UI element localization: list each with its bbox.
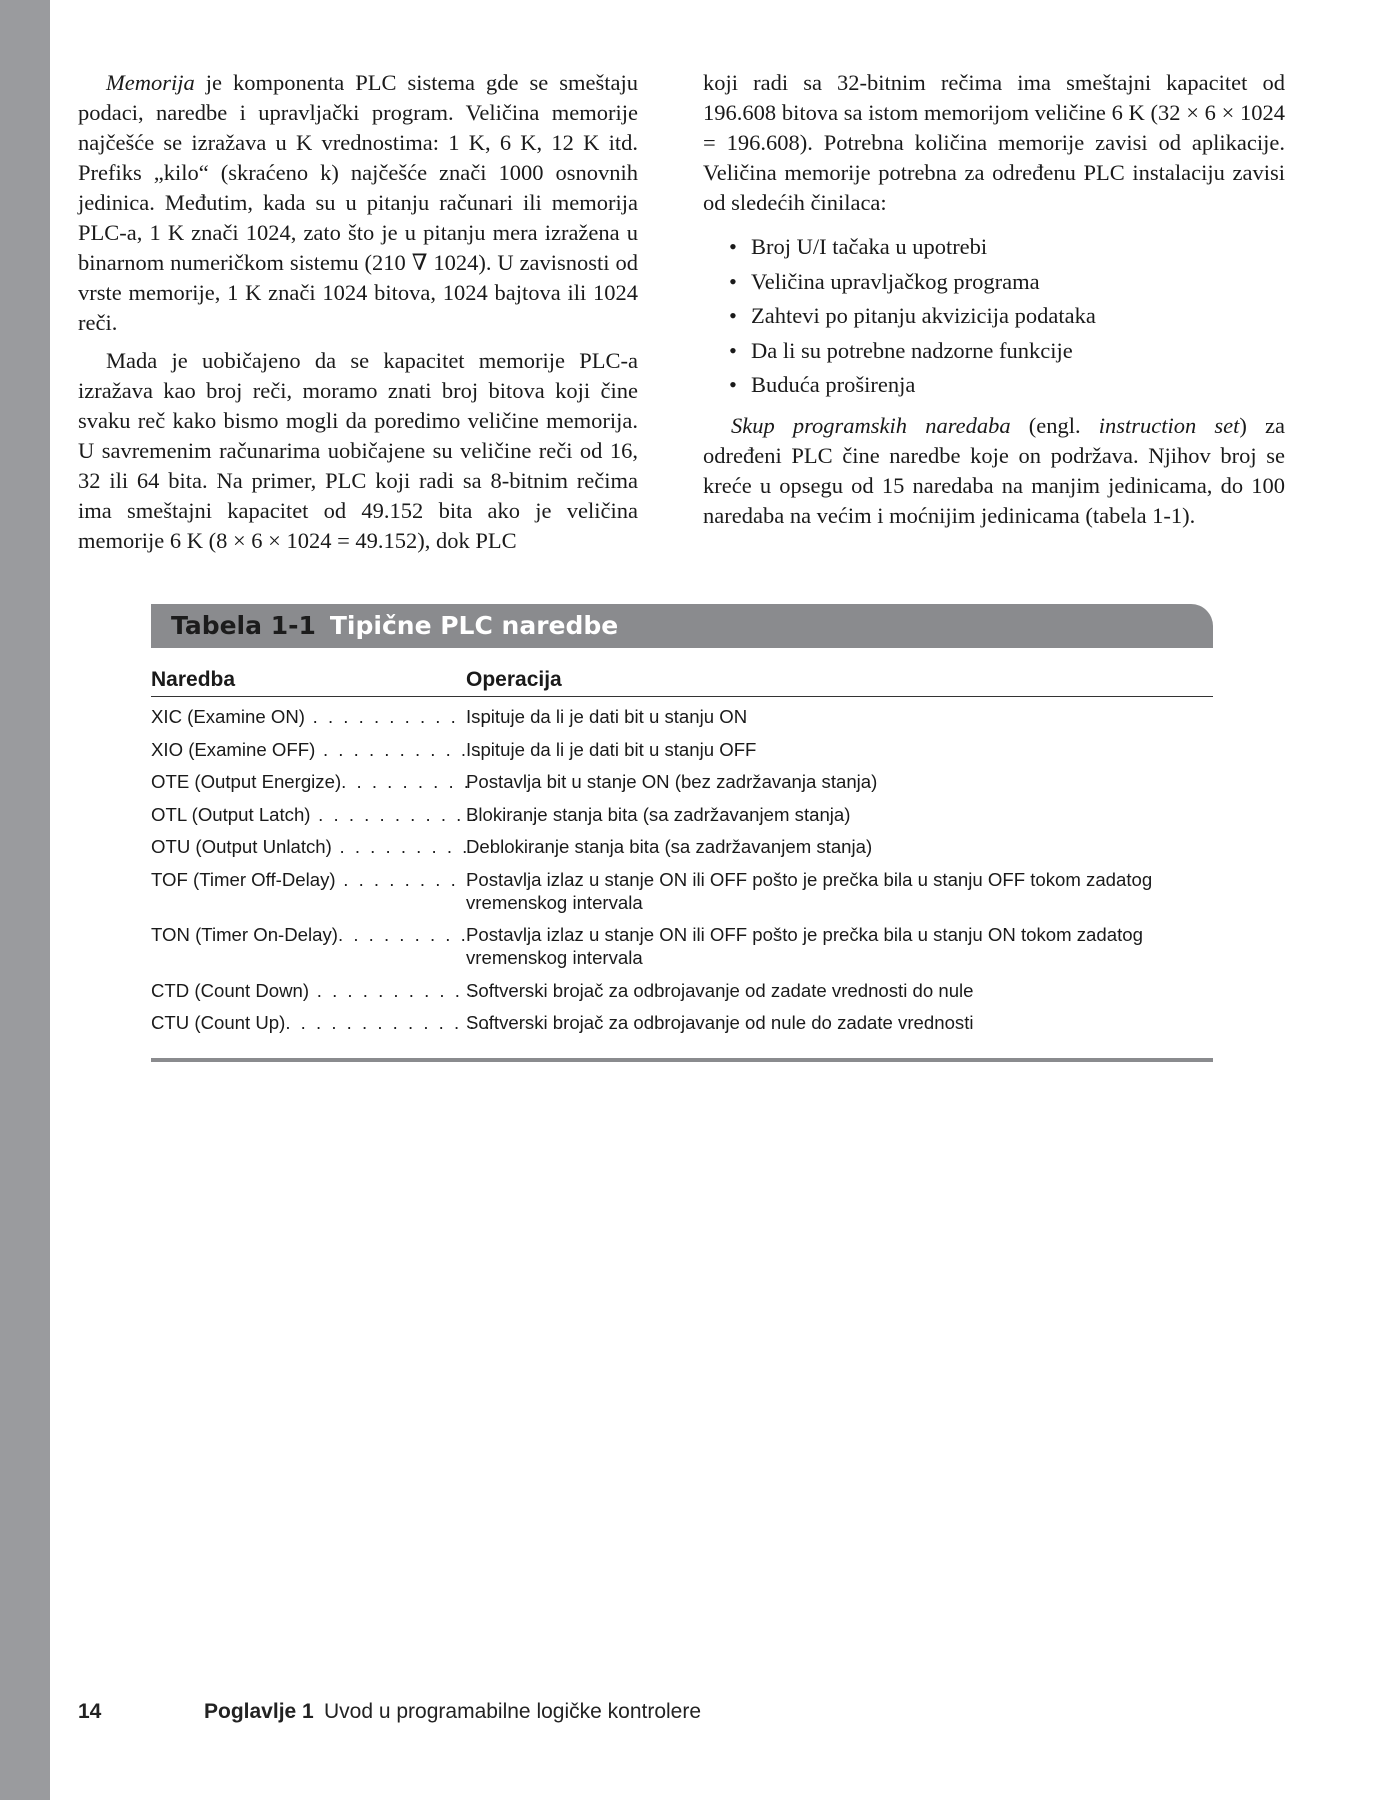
table-row <box>151 803 1213 826</box>
cell-command: CTU (Count Up). . . . . . . . . . . . . . <box>151 1012 493 1033</box>
cell-operation: Postavlja izlaz u stanje ON ili OFF pošto je prečka bila u stanju OFF tokom zadatog vremenskog intervala <box>466 868 1153 913</box>
table-body <box>151 697 1213 1062</box>
cell-operation: Blokiranje stanja bita (sa zadržavanjem stanja) <box>466 803 851 825</box>
table-plc-instructions <box>151 604 1213 1062</box>
leader-dots: . . . . . . . . . . . <box>310 803 480 825</box>
table-row <box>151 705 1213 728</box>
page-side-bar <box>0 0 50 1800</box>
table-title-bar <box>151 604 1213 648</box>
paragraph-capacity: koji radi sa 32-bitnim rečima ima smeštajni kapacitet od 196.608 bitova sa istom memorijom veličine 6 K (32 × 6 × 1024 = 196.608). Potrebna količina memorije zavisi od aplikacije. Veličina memorije potrebna za određenu PLC instalaciju zavisi od sledećih činilaca: <box>703 70 1285 215</box>
list-item: • Broj U/I tačaka u upotrebi <box>703 230 1285 265</box>
bullet-icon: • <box>729 337 737 363</box>
paragraph-memory-text: je komponenta PLC sistema gde se smeštaju podaci, naredbe i upravljački program. Veličina memorije najčešće se izražava u K vrednostima: 1 K, 6 K, 12 K itd. Prefiks „kilo“ (skraćeno k) najčešće znači 1000 osnovnih jedinica. Međutim, kada su u pitanju računari ili memorija PLC-a, 1 K znači 1024, zato što je u pitanju mera izražena u binarnom numeričkom sistemu (210 ∇ 1024). U zavisnosti od vrste memorije, 1 K znači 1024 bitova, 1024 bajtova ili 1024 reči. <box>78 70 638 335</box>
cell-command: XIC (Examine ON) . . . . . . . . . . . . <box>151 706 489 727</box>
table-title: Tipične PLC naredbe <box>329 611 619 640</box>
cell-operation: Softverski brojač za odbrojavanje od nule do zadate vrednosti <box>466 1012 974 1033</box>
cell-operation: Postavlja bit u stanje ON (bez zadržavanja stanja) <box>466 771 878 792</box>
term-memory: Memorija <box>106 70 195 95</box>
right-column <box>703 68 1285 531</box>
bullet-icon: • <box>729 372 737 397</box>
table-row <box>151 923 1213 969</box>
leader-dots: . . . . . . . . . <box>341 771 472 792</box>
cell-command: OTE (Output Energize). . . . . . . . . <box>151 771 472 792</box>
cell-command: CTD (Count Down) . . . . . . . . . . . <box>151 979 478 1001</box>
cell-command: TON (Timer On-Delay). . . . . . . . . <box>151 924 469 945</box>
list-item: • Veličina upravljačkog programa <box>703 265 1285 300</box>
chapter-title: Uvod u programabilne logičke kontrolere <box>324 1700 702 1723</box>
table-row <box>151 979 1213 1002</box>
leader-dots: . . . . . . . . . <box>337 924 469 945</box>
table-row <box>151 868 1213 914</box>
leader-dots: . . . . . . . . . <box>335 868 474 890</box>
factors-list <box>703 230 1285 403</box>
leader-dots: . . . . . . . . . . . . <box>304 706 489 727</box>
table-label: Tabela 1-1 <box>171 611 316 640</box>
bullet-icon: • <box>729 303 737 328</box>
cell-operation: Ispituje da li je dati bit u stanju OFF <box>466 738 757 760</box>
list-item: • Buduća proširenja <box>703 368 1285 403</box>
list-item: • Da li su potrebne nadzorne funkcije <box>703 334 1285 369</box>
leader-dots: . . . . . . . . . . . <box>315 738 484 760</box>
leader-dots: . . . . . . . . . . . . . . <box>285 1012 493 1033</box>
cell-operation: Ispituje da li je dati bit u stanju ON <box>466 706 748 727</box>
cell-command: XIO (Examine OFF) . . . . . . . . . . . <box>151 738 484 760</box>
table-row <box>151 738 1213 761</box>
paragraph-instruction-set: Skup programskih naredaba (engl. instruction set) za određeni PLC čine naredbe koje on podržava. Njihov broj se kreće u opsegu od 15 naredaba na manjim jedinicama, do 100 naredaba na većim i moćnijim jedinicama (tabela 1-1). <box>703 412 1285 528</box>
leader-dots: . . . . . . . . . . . <box>309 979 478 1001</box>
table-row <box>151 835 1213 858</box>
paragraph-word-size: Mada je uobičajeno da se kapacitet memorije PLC-a izražava kao broj reči, moramo znati broj bitova koji čine svaku reč kako bismo mogli da poredimo veličine memorija. U savremenim računarima uobičajene su veličine reči od 16, 32 ili 64 bita. Na primer, PLC koji radi sa 8-bitnim rečima ima smeštajni kapacitet od 49.152 bita ako je veličina memorije 6 K (8 × 6 × 1024 = 49.152), dok PLC <box>78 348 638 553</box>
cell-command: OTL (Output Latch) . . . . . . . . . . . <box>151 803 480 825</box>
cell-operation: Postavlja izlaz u stanje ON ili OFF pošto je prečka bila u stanju ON tokom zadatog vremenskog intervala <box>466 924 1143 968</box>
list-item: • Zahtevi po pitanju akvizicija podataka <box>703 299 1285 334</box>
paragraph-memory <box>78 68 638 338</box>
cell-command: TOF (Timer Off-Delay) . . . . . . . . . <box>151 868 474 890</box>
table-row <box>151 1011 1213 1034</box>
bullet-icon: • <box>729 234 737 259</box>
header-command: Naredba <box>151 668 236 691</box>
header-operation: Operacija <box>466 668 562 691</box>
cell-command: OTU (Output Unlatch) . . . . . . . . . <box>151 836 470 857</box>
chapter-label: Poglavlje 1 <box>204 1700 314 1723</box>
table-row <box>151 770 1213 793</box>
leader-dots: . . . . . . . . . <box>331 836 470 857</box>
term-english: instruction set <box>1098 412 1240 438</box>
cell-operation: Deblokiranje stanja bita (sa zadržavanjem stanja) <box>466 836 873 857</box>
page-number: 14 <box>78 1700 102 1723</box>
table-header-row <box>151 648 1213 697</box>
term-instruction-set: Skup programskih naredaba <box>731 412 1011 438</box>
bullet-icon: • <box>729 268 737 294</box>
left-column <box>78 68 638 556</box>
cell-operation: Softverski brojač za odbrojavanje od zadate vrednosti do nule <box>466 979 974 1001</box>
